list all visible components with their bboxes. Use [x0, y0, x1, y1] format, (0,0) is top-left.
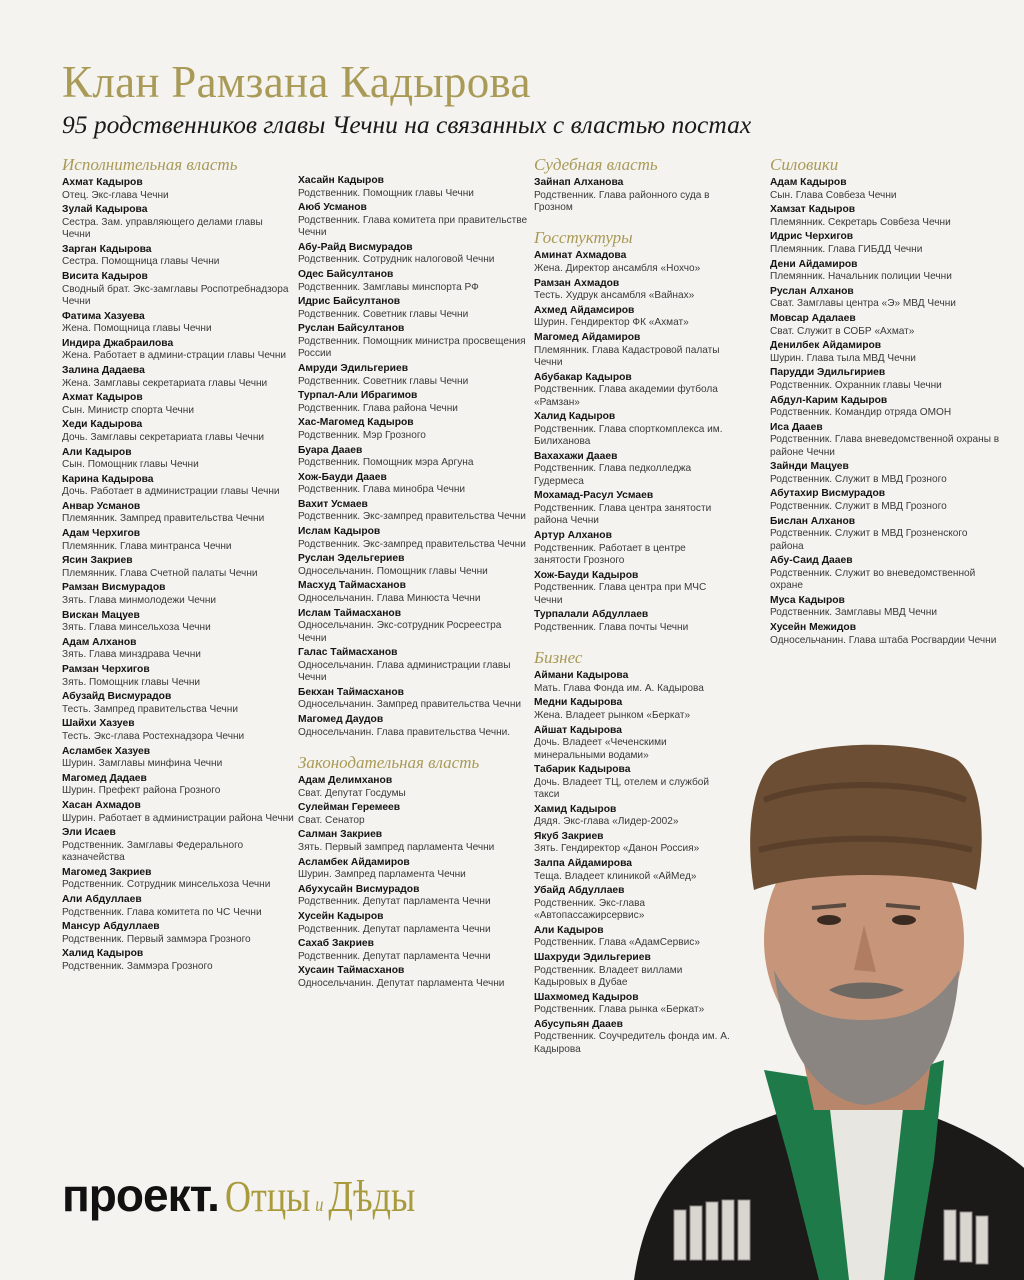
relative-position: Родственник. Первый заммэра Грозного [62, 933, 251, 945]
relative-name: Залпа Айдамирова [534, 858, 633, 870]
relative-entry [770, 622, 1002, 647]
relative-entry [770, 231, 1002, 256]
relative-entry [770, 395, 1002, 420]
relative-entry [534, 177, 734, 214]
relative-entry [298, 802, 530, 827]
relative-position: Родственник. Охранник главы Чечни [770, 379, 942, 391]
relative-entry [534, 411, 734, 448]
relative-entry [770, 204, 1002, 229]
relative-entry [62, 921, 294, 946]
relative-position: Родственник. Служит в МВД Грозного [770, 501, 947, 513]
relative-name: Ясин Закриев [62, 555, 133, 567]
relative-name: Абубакар Кадыров [534, 371, 632, 383]
footer-logo [62, 1168, 457, 1222]
relative-name: Руслан Эдельгериев [298, 553, 405, 565]
relative-entry [298, 553, 530, 578]
relative-name: Магомед Даудов [298, 714, 384, 725]
relative-name: Абусупьян Дааев [534, 1018, 623, 1030]
relative-name: Магомед Айдамиров [534, 331, 641, 343]
relative-position: Родственник. Экс-глава «Автопассажирсервис» [534, 897, 645, 922]
relative-entry [298, 526, 530, 551]
relative-name: Анвар Усманов [62, 500, 141, 512]
section-title: Исполнительная власть [62, 155, 238, 174]
relative-entry [62, 827, 294, 864]
relative-entry [62, 610, 294, 635]
relative-name: Галас Таймасханов [298, 647, 398, 659]
relative-position: Жена. Директор ансамбля «Нохчо» [534, 263, 701, 274]
relative-entry [770, 555, 1002, 592]
relative-name: Абузайд Висмурадов [62, 691, 172, 703]
relative-position: Шурин. Глава тыла МВД Чечни [770, 352, 916, 364]
relative-entry [62, 746, 294, 771]
relative-name: Бислан Алханов [770, 515, 856, 527]
relative-position: Тесть. Экс-глава Ростехнадзора Чечни [62, 730, 245, 742]
relative-name: Вахит Усмаев [298, 498, 368, 510]
column-1 [62, 155, 294, 987]
relative-entry [534, 278, 734, 303]
relative-entry [298, 687, 530, 712]
relative-position: Родственник. Глава почты Чечни [534, 621, 689, 633]
relative-position: Родственник. Заммэра Грозного [62, 960, 213, 972]
relative-entry [298, 965, 530, 990]
relative-name: Мохамад-Расул Усмаев [534, 490, 654, 502]
relative-name: Али Кадыров [534, 924, 604, 936]
relative-name: Висита Кадыров [62, 270, 148, 282]
relative-name: Рамзан Ахмадов [534, 277, 620, 289]
relative-entry [62, 365, 294, 390]
relative-position: Односельчанин. Глава правительства Чечни. [298, 726, 511, 738]
relative-position: Односельчанин. Экс-сотрудник Росреестра Чечни [298, 620, 502, 644]
relative-entry [298, 445, 530, 470]
relative-entry [298, 363, 530, 388]
relative-position: Родственник. Служит в МВД Грозненского района [770, 528, 968, 552]
relative-position: Зять. Гендиректор «Данон Россия» [534, 843, 700, 855]
relative-name: Али Абдуллаев [62, 893, 142, 905]
relative-position: Сын. Помощник главы Чечни [62, 459, 199, 471]
relative-name: Буара Дааев [298, 444, 363, 456]
relative-position: Родственник. Глава академии футбола «Рамзан» [534, 384, 718, 408]
relative-entry [62, 664, 294, 689]
relative-entry [62, 392, 294, 417]
relative-position: Жена. Замглавы секретариата главы Чечни [62, 377, 268, 389]
section [534, 155, 734, 214]
relative-position: Родственник. Советник главы Чечни [298, 308, 469, 320]
relative-name: Магомед Закриев [62, 866, 152, 878]
relative-entry [62, 419, 294, 444]
logo-i-word: и [315, 1194, 324, 1216]
relative-entry [534, 305, 734, 330]
relative-name: Турпалали Абдуллаев [534, 609, 649, 621]
relative-position: Сестра. Зам. управляющего делами главы Чечни [62, 216, 263, 241]
portrait-illustration [594, 740, 1024, 1280]
relative-position: Родственник. Депутат парламента Чечни [298, 923, 491, 935]
relative-name: Руслан Алханов [770, 285, 854, 297]
relative-name: Аймани Кадырова [534, 670, 629, 682]
relative-name: Залина Дадаева [62, 364, 145, 376]
relative-name: Адам Алханов [62, 636, 137, 648]
section [298, 175, 530, 739]
relative-entry [62, 204, 294, 241]
relative-name: Халид Кадыров [62, 948, 144, 960]
relative-position: Односельчанин. Депутат парламента Чечни [298, 977, 505, 989]
relative-name: Хасайн Кадыров [298, 175, 384, 186]
relative-position: Односельчанин. Глава Минюста Чечни [298, 593, 481, 605]
relative-entry [298, 175, 530, 200]
relative-name: Абу-Райд Висмурадов [298, 241, 413, 253]
relative-name: Хусейн Кадыров [298, 910, 384, 922]
relative-position: Родственник. Соучредитель фонда им. А. Кадырова [534, 1031, 730, 1055]
relative-name: Абухусайн Висмурадов [298, 883, 420, 895]
relative-name: Парудди Эдильгириев [770, 367, 886, 379]
relative-name: Сулейман Геремеев [298, 802, 401, 814]
relative-name: Идрис Черхигов [770, 231, 854, 243]
relative-position: Родственник. Глава комитета при правительстве Чечни [298, 214, 528, 239]
relative-position: Тесть. Худрук ансамбля «Вайнах» [534, 290, 695, 302]
relative-entry [534, 609, 734, 634]
relative-name: Вискан Мацуев [62, 609, 140, 621]
relative-name: Хас-Магомед Кадыров [298, 417, 414, 429]
relative-entry [770, 422, 1002, 459]
column-4 [770, 155, 1002, 661]
relative-name: Зарган Кадырова [62, 243, 152, 255]
section-title: Судебная власть [534, 155, 658, 174]
relative-name: Аминат Ахмадова [534, 250, 627, 262]
relative-name: Рамзан Черхигов [62, 664, 150, 675]
relative-position: Шурин. Замглавы минфина Чечни [62, 758, 223, 770]
relative-position: Родственник. Сотрудник минсельхоза Чечни [62, 879, 271, 891]
relative-position: Сын. Глава Совбеза Чечни [770, 189, 897, 201]
relative-entry [62, 271, 294, 308]
relative-entry [298, 202, 530, 239]
relative-name: Хамид Кадыров [534, 803, 617, 815]
section [770, 155, 1002, 647]
relative-position: Сестра. Помощница главы Чечни [62, 256, 220, 268]
relative-position: Родственник. Мэр Грозного [298, 429, 426, 441]
relative-entry [298, 499, 530, 524]
relative-name: Али Кадыров [62, 446, 132, 458]
relative-position: Дядя. Экс-глава «Лидер-2002» [534, 816, 679, 828]
relative-name: Салман Закриев [298, 829, 383, 841]
relative-entry [298, 323, 530, 360]
logo-dedy-word: Дѣды [328, 1172, 416, 1221]
relative-name: Турпал-Али Ибрагимов [298, 390, 418, 402]
relative-position: Родственник. Депутат парламента Чечни [298, 896, 491, 908]
relative-position: Родственник. Глава районного суда в Грозном [534, 189, 710, 213]
relative-name: Иса Дааев [770, 421, 823, 433]
relative-position: Отец. Экс-глава Чечни [62, 189, 169, 201]
relative-name: Асламбек Айдамиров [298, 856, 410, 868]
relative-position: Родственник. Замглавы Федерального казначейства [62, 839, 244, 864]
relative-entry [62, 718, 294, 743]
relative-name: Шайхи Хазуев [62, 718, 135, 730]
relative-entry [298, 911, 530, 936]
relative-name: Зайнап Алханова [534, 177, 624, 188]
relative-entry [62, 582, 294, 607]
relative-name: Хусейн Межидов [770, 622, 857, 634]
relative-position: Племянник. Начальник полиции Чечни [770, 271, 952, 283]
relative-entry [534, 250, 734, 275]
relative-name: Адам Черхигов [62, 528, 141, 540]
relative-entry [534, 490, 734, 527]
relative-name: Идрис Байсултанов [298, 296, 401, 308]
section [298, 753, 530, 990]
relative-position: Племянник. Зампред правительства Чечни [62, 513, 265, 525]
relative-name: Адам Кадыров [770, 177, 847, 188]
relative-position: Шурин. Префект района Грозного [62, 785, 221, 797]
relative-entry [62, 447, 294, 472]
section-title: Госстуктуры [534, 228, 633, 248]
relative-entry [770, 461, 1002, 486]
relative-position: Родственник. Глава центра при МЧС Чечни [534, 582, 707, 606]
relative-position: Племянник. Секретарь Совбеза Чечни [770, 216, 951, 228]
relative-position: Родственник. Глава педколледжа Гудермеса [534, 463, 692, 487]
relative-position: Родственник. Глава рынка «Беркат» [534, 1004, 705, 1016]
relative-entry [62, 244, 294, 269]
relative-entry [62, 867, 294, 892]
relative-entry [62, 800, 294, 825]
relative-entry [298, 269, 530, 294]
relative-name: Одес Байсултанов [298, 268, 394, 280]
relative-position: Родственник. Глава центра занятости района Чечни [534, 502, 712, 527]
relative-position: Односельчанин. Глава штаба Росгвардии Чечни [770, 634, 997, 646]
relative-name: Аюб Усманов [298, 202, 367, 214]
relative-entry [534, 332, 734, 369]
relative-entry [62, 555, 294, 580]
relative-name: Ахмат Кадыров [62, 177, 143, 188]
relative-position: Родственник. Помощник мэра Аргуна [298, 457, 474, 469]
relative-name: Хамзат Кадыров [770, 204, 856, 216]
relative-entry [62, 773, 294, 798]
relative-entry [770, 313, 1002, 338]
relative-name: Дени Айдамиров [770, 258, 858, 270]
relative-entry [298, 647, 530, 684]
relative-name: Шахруди Эдильгериев [534, 952, 651, 964]
relative-entry [534, 697, 734, 722]
relative-position: Племянник. Глава ГИБДД Чечни [770, 243, 923, 255]
relative-name: Артур Алханов [534, 529, 612, 541]
relative-position: Дочь. Владеет «Чеченскими минеральными водами» [534, 737, 667, 761]
relative-position: Родственник. Депутат парламента Чечни [298, 950, 491, 962]
relative-name: Муса Кадыров [770, 594, 845, 606]
relative-position: Сват. Депутат Госдумы [298, 787, 406, 799]
relative-name: Якуб Закриев [534, 830, 604, 842]
relative-entry [298, 580, 530, 605]
relative-position: Родственник. Замглавы МВД Чечни [770, 607, 937, 619]
relative-name: Рамзан Висмурадов [62, 582, 166, 594]
section-title: Бизнес [534, 648, 583, 668]
relative-position: Сводный брат. Экс-замглавы Роспотребнадзора Чечни [62, 283, 289, 307]
relative-entry [298, 829, 530, 854]
relative-name: Карина Кадырова [62, 473, 154, 485]
relative-entry [298, 390, 530, 415]
relative-name: Сахаб Закриев [298, 938, 374, 950]
relative-position: Зять. Помощник главы Чечни [62, 676, 201, 688]
relative-name: Вахахажи Дааев [534, 450, 618, 462]
relative-name: Руслан Байсултанов [298, 323, 405, 335]
relative-position: Зять. Глава минсельхоза Чечни [62, 622, 211, 634]
relative-name: Шахмомед Кадыров [534, 991, 639, 1003]
relative-position: Родственник. Помощник главы Чечни [298, 187, 474, 199]
relative-name: Абутахир Висмурадов [770, 488, 886, 500]
relative-position: Односельчанин. Глава администрации главы Чечни [298, 659, 511, 684]
relative-position: Зять. Глава минздрава Чечни [62, 649, 201, 661]
relative-position: Теща. Владеет клиникой «АйМед» [534, 870, 697, 882]
relative-name: Индира Джабраилова [62, 337, 174, 349]
relative-position: Дочь. Замглавы секретариата главы Чечни [62, 431, 265, 443]
relative-entry [62, 474, 294, 499]
relative-position: Родственник. Замглавы минспорта РФ [298, 281, 479, 293]
relative-position: Односельчанин. Помощник главы Чечни [298, 565, 488, 577]
relative-position: Родственник. Сотрудник налоговой Чечни [298, 254, 495, 266]
relative-position: Шурин. Зампред парламента Чечни [298, 869, 466, 881]
relative-position: Родственник. Глава вневедомственной охраны в районе Чечни [770, 434, 1000, 458]
relative-position: Тесть. Зампред правительства Чечни [62, 703, 239, 715]
relative-entry [298, 472, 530, 497]
relative-entry [62, 528, 294, 553]
relative-position: Родственник. Глава комитета по ЧС Чечни [62, 906, 262, 918]
relative-entry [770, 259, 1002, 284]
relative-entry [298, 417, 530, 442]
relative-name: Айшат Кадырова [534, 724, 622, 736]
relative-name: Табарик Кадырова [534, 764, 631, 776]
relative-entry [62, 948, 294, 973]
section-title: Силовики [770, 155, 839, 174]
relative-name: Эли Исаев [62, 827, 116, 839]
relative-entry [62, 177, 294, 202]
relative-name: Ислам Кадыров [298, 526, 381, 538]
relative-entry [534, 570, 734, 607]
relative-position: Односельчанин. Зампред правительства Чечни [298, 699, 522, 711]
relative-name: Зайнди Мацуев [770, 461, 849, 473]
otcy-i-dedy-logo [225, 1171, 415, 1222]
relative-name: Абу-Саид Дааев [770, 555, 853, 567]
relative-entry [298, 775, 530, 800]
relative-position: Дочь. Работает в администрации главы Чечни [62, 486, 280, 498]
relative-position: Родственник. Помощник министра просвещения России [298, 335, 526, 360]
relative-position: Родственник. Владеет виллами Кадыровых в Дубае [534, 964, 683, 989]
relative-entry [770, 286, 1002, 311]
relative-position: Родственник. Экс-зампред правительства Чечни [298, 538, 526, 550]
relative-entry [62, 501, 294, 526]
relative-position: Сват. Служит в СОБР «Ахмат» [770, 325, 915, 337]
relative-position: Зять. Глава минмолодежи Чечни [62, 595, 217, 607]
relative-entry [298, 857, 530, 882]
relative-name: Халид Кадыров [534, 411, 616, 423]
relative-name: Убайд Абдуллаев [534, 885, 625, 897]
relative-entry [62, 691, 294, 716]
relative-entry [298, 608, 530, 645]
relative-entry [62, 311, 294, 336]
relative-entry [298, 242, 530, 267]
column-2 [298, 175, 530, 1004]
page-subtitle: 95 родственников главы Чечни на связанных с властью постах [62, 110, 752, 139]
relative-entry [770, 340, 1002, 365]
relative-entry [298, 296, 530, 321]
relative-name: Хасан Ахмадов [62, 799, 141, 811]
section [534, 228, 734, 634]
relative-entry [770, 177, 1002, 202]
relative-position: Родственник. Глава района Чечни [298, 402, 458, 414]
relative-name: Денилбек Айдамиров [770, 340, 882, 352]
relative-position: Племянник. Глава Кадастровой палаты Чечни [534, 344, 720, 368]
relative-entry [298, 938, 530, 963]
relative-position: Шурин. Работает в администрации района Чечни [62, 812, 294, 824]
relative-position: Родственник. Командир отряда ОМОН [770, 407, 952, 419]
relative-entry [534, 670, 734, 695]
logo-otcy-word: Отцы [224, 1172, 311, 1221]
relative-name: Фатима Хазуева [62, 310, 145, 322]
relative-position: Сват. Сенатор [298, 814, 365, 826]
relative-position: Родственник. Работает в центре занятости Грозного [534, 542, 686, 566]
relative-entry [62, 894, 294, 919]
relative-position: Родственник. Советник главы Чечни [298, 375, 469, 387]
relative-name: Ахмат Кадыров [62, 392, 143, 404]
relative-position: Родственник. Служит в МВД Грозного [770, 473, 947, 485]
section-title: Законодательная власть [298, 753, 480, 772]
section [62, 155, 294, 973]
relative-position: Родственник. Глава спорткомплекса им. Билиханова [534, 423, 723, 448]
page-title: Клан Рамзана Кадырова [62, 57, 531, 107]
relative-name: Асламбек Хазуев [62, 745, 151, 757]
relative-name: Мансур Абдуллаев [62, 921, 160, 933]
relative-name: Хож-Бауди Дааев [298, 471, 387, 483]
relative-entry [62, 338, 294, 363]
relative-position: Родственник. Экс-зампред правительства Чечни [298, 511, 526, 523]
relative-entry [534, 451, 734, 488]
relative-position: Жена. Работает в админи-страции главы Чечни [62, 350, 287, 362]
relative-position: Сын. Министр спорта Чечни [62, 404, 194, 416]
relative-name: Хеди Кадырова [62, 419, 143, 431]
relative-entry [298, 714, 530, 739]
relative-position: Родственник. Глава «АдамСервис» [534, 937, 700, 949]
relative-name: Амруди Эдильгериев [298, 362, 409, 374]
relative-name: Медни Кадырова [534, 697, 623, 709]
relative-name: Бекхан Таймасханов [298, 686, 404, 698]
relative-entry [62, 637, 294, 662]
relative-position: Жена. Помощница главы Чечни [62, 323, 212, 335]
relative-name: Ахмед Айдамсиров [534, 304, 635, 316]
relative-position: Родственник. Служит во вневедомственной охране [770, 567, 976, 592]
relative-name: Абдул-Карим Кадыров [770, 394, 888, 406]
relative-position: Племянник. Глава Счетной палаты Чечни [62, 567, 258, 579]
relative-name: Адам Делимханов [298, 775, 393, 786]
relative-name: Мовсар Адалаев [770, 312, 856, 324]
relative-entry [770, 488, 1002, 513]
relative-name: Ислам Таймасханов [298, 607, 402, 619]
relative-entry [770, 367, 1002, 392]
relative-name: Зулай Кадырова [62, 204, 148, 216]
relative-position: Мать. Глава Фонда им. А. Кадырова [534, 682, 704, 694]
relative-entry [770, 595, 1002, 620]
relative-entry [534, 530, 734, 567]
relative-name: Магомед Дадаев [62, 772, 147, 784]
relative-entry [534, 372, 734, 409]
relative-position: Шурин. Гендиректор ФК «Ахмат» [534, 317, 689, 329]
relative-name: Масхуд Таймасханов [298, 580, 406, 592]
relative-position: Сват. Замглавы центра «Э» МВД Чечни [770, 298, 956, 310]
relative-position: Жена. Владеет рынком «Беркат» [534, 709, 691, 721]
relative-position: Дочь. Владеет ТЦ, отелем и службой такси [534, 776, 710, 801]
proekt-logo: проект. [62, 1169, 219, 1221]
relative-entry [298, 884, 530, 909]
relative-name: Хусаин Таймасханов [298, 965, 405, 977]
relative-name: Хож-Бауди Кадыров [534, 569, 639, 581]
relative-position: Племянник. Глава минтранса Чечни [62, 540, 232, 552]
relative-position: Зять. Первый зампред парламента Чечни [298, 841, 495, 853]
relative-entry [770, 516, 1002, 553]
relative-position: Родственник. Глава минобра Чечни [298, 484, 466, 496]
